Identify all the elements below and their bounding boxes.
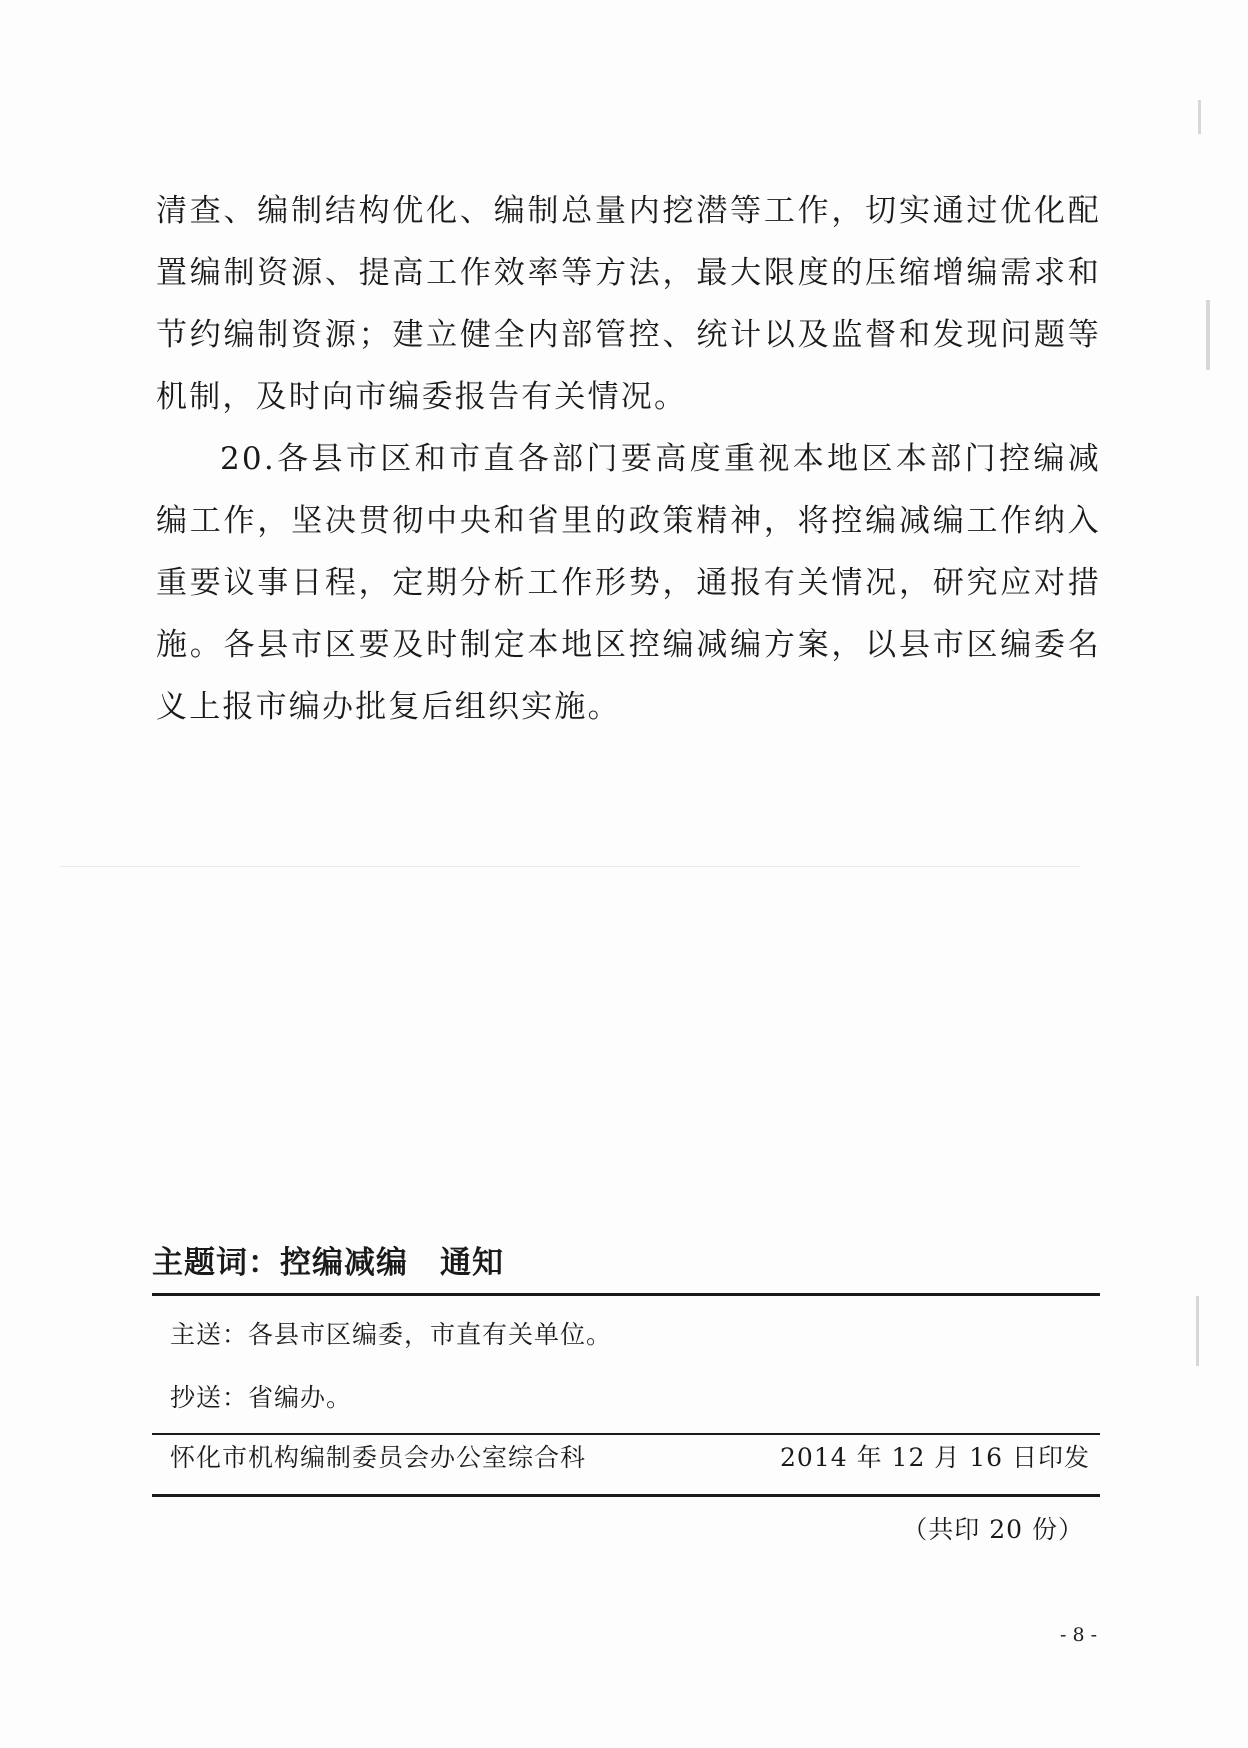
scan-speck [60, 866, 1080, 867]
scan-speck [1206, 300, 1210, 370]
subject-keywords: 主题词：控编减编 通知 [152, 1245, 504, 1281]
paragraph-20: 20.各县市区和市直各部门要高度重视本地区本部门控编减编工作，坚决贯彻中央和省里的政策精神，将控编减编工作纳入重要议事日程，定期分析工作形势，通报有关情况，研究应对措施。各县市区要及时制定本地区控编减编方案，以县市区编委名义上报市编办批复后组织实施。 [156, 441, 1101, 725]
paragraph-19-continued: 清查、编制结构优化、编制总量内挖潜等工作，切实通过优化配置编制资源、提高工作效率等方法，最大限度的压缩增编需求和节约编制资源；建立健全内部管控、统计以及监督和发现问题等机制，及时向市编委报告有关情况。 [156, 193, 1101, 415]
divider-line [152, 1433, 1100, 1435]
issue-date: 2014 年 12 月 16 日印发 [780, 1443, 1090, 1472]
issuer-row [170, 1438, 1090, 1474]
print-copies: （共印 20 份） [902, 1515, 1084, 1544]
divider-line [152, 1293, 1100, 1296]
cc-recipients: 抄送：省编办。 [170, 1383, 353, 1412]
scan-speck [1196, 1296, 1199, 1366]
divider-line [152, 1494, 1100, 1497]
page-number: - 8 - [1059, 1624, 1097, 1646]
scan-speck [1198, 100, 1201, 134]
issuing-office: 怀化市机构编制委员会办公室综合科 [170, 1443, 587, 1472]
body-text [156, 180, 1101, 738]
main-recipients: 主送：各县市区编委，市直有关单位。 [170, 1320, 613, 1349]
